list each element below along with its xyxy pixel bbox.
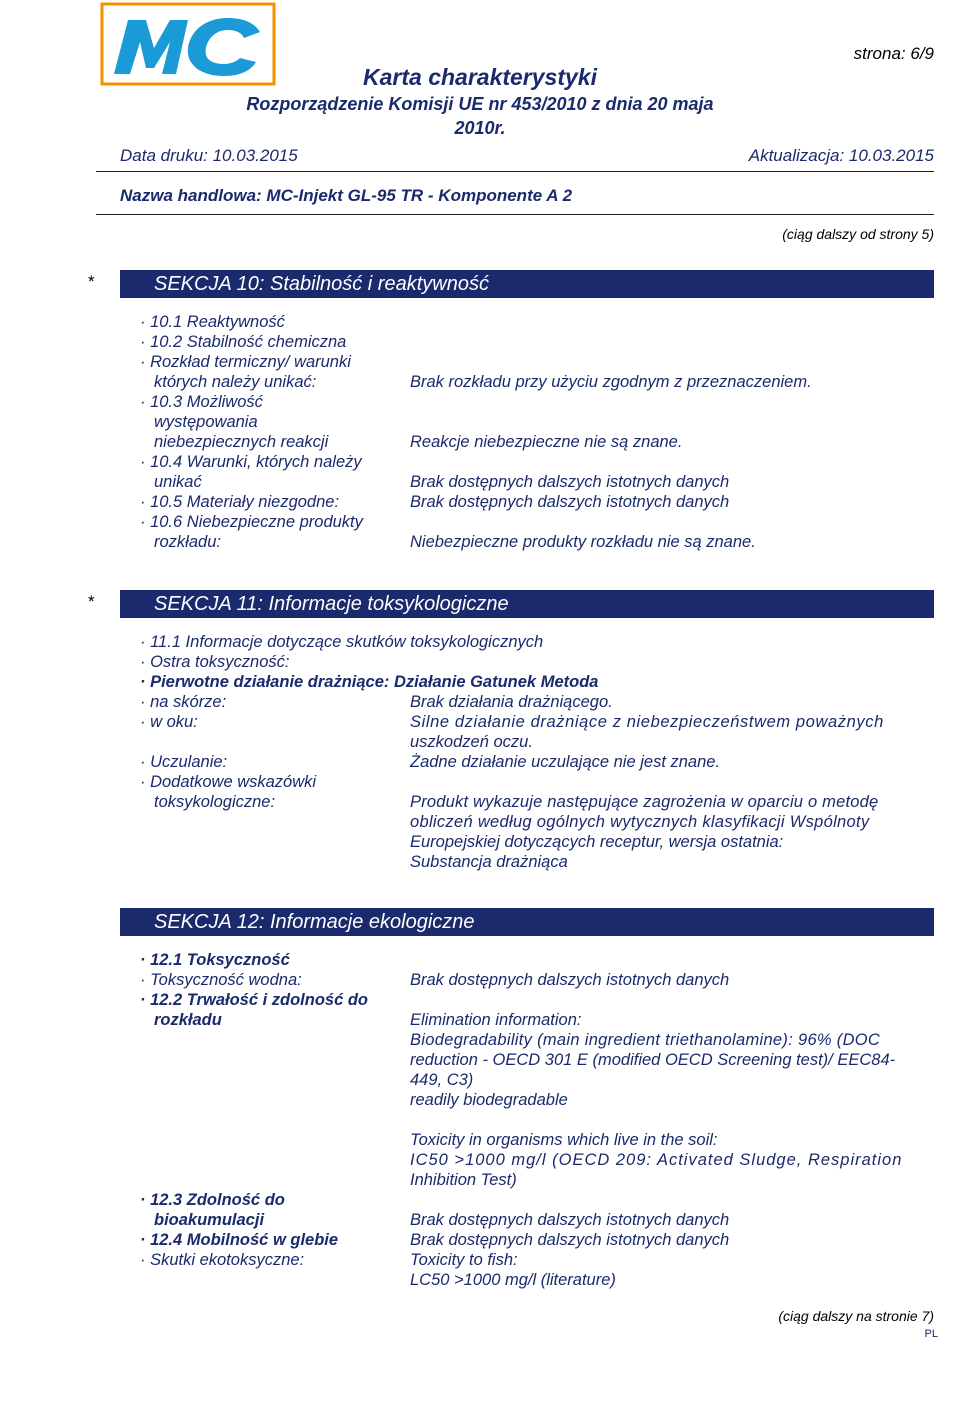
trade-name-divider bbox=[96, 214, 934, 215]
section-11-heading: SEKCJA 11: Informacje toksykologiczne bbox=[120, 590, 934, 618]
update-date: Aktualizacja: 10.03.2015 bbox=[748, 146, 934, 165]
s10-row-decomposition-products: · 10.6 Niebezpieczne produkty bbox=[140, 513, 363, 531]
s11-row-info: · 11.1 Informacje dotyczące skutków toksykologicznych bbox=[140, 633, 544, 651]
s12-row-mobility: · 12.4 Mobilność w glebie Brak dostępnych dalszych istotnych danych bbox=[140, 1231, 730, 1249]
s11-row-acute: · Ostra toksyczność: bbox=[140, 653, 290, 671]
section-10-heading: SEKCJA 10: Stabilność i reaktywność bbox=[120, 270, 934, 298]
s10-row-hazardous-reactions-2: występowania bbox=[154, 413, 258, 431]
s10-row-incompatible: · 10.5 Materiały niezgodne: Brak dostępnych dalszych istotnych danych bbox=[140, 493, 730, 511]
regulation-line-2: 2010r. bbox=[454, 118, 506, 138]
continued-from-note: (ciąg dalszy od strony 5) bbox=[782, 226, 934, 242]
s10-row-hazardous-reactions-3: niebezpiecznych reakcji Reakcje niebezpieczne nie są znane. bbox=[154, 433, 683, 451]
revision-marker: * bbox=[88, 272, 95, 291]
print-date: Data druku: 10.03.2015 bbox=[120, 146, 298, 165]
s10-row-conditions-avoid: · 10.4 Warunki, których należy bbox=[140, 453, 362, 471]
s11-row-sensitization: · Uczulanie: Żadne działanie uczulające nie jest znane. bbox=[140, 753, 721, 771]
continued-to-note: (ciąg dalszy na stronie 7) bbox=[778, 1308, 934, 1324]
section-12-heading: SEKCJA 12: Informacje ekologiczne bbox=[120, 908, 934, 936]
s11-row-primary-irritant: · Pierwotne działanie drażniące: Działanie Gatunek Metoda bbox=[140, 673, 599, 691]
language-code: PL bbox=[924, 1328, 938, 1340]
date-row bbox=[120, 146, 934, 166]
s12-row-persistence-2: rozkładu Elimination information: bbox=[154, 1011, 582, 1029]
s11-row-eye: · w oku: Silne działanie drażniące z niebezpieczeństwem poważnych bbox=[140, 713, 884, 731]
s12-row-ecotoxic: · Skutki ekotoksyczne: Toxicity to fish: bbox=[140, 1251, 518, 1269]
s10-row-conditions-avoid-2: unikać Brak dostępnych dalszych istotnych danych bbox=[154, 473, 730, 491]
s10-row-hazardous-reactions: · 10.3 Możliwość bbox=[140, 393, 263, 411]
s11-row-skin: · na skórze: Brak działania drażniącego. bbox=[140, 693, 613, 711]
s11-row-additional-2: toksykologiczne: Produkt wykazuje następujące zagrożenia w oparciu o metodę bbox=[154, 793, 879, 811]
s12-row-toxicity: · 12.1 Toksyczność bbox=[140, 951, 290, 969]
s10-row-decomposition-products-2: rozkładu: Niebezpieczne produkty rozkładu nie są znane. bbox=[154, 533, 756, 551]
page-number: strona: 6/9 bbox=[853, 44, 934, 63]
s12-row-bioaccumulation: · 12.3 Zdolność do bbox=[140, 1191, 285, 1209]
s10-row-decomposition: · Rozkład termiczny/ warunki bbox=[140, 353, 351, 371]
document-title: Karta charakterystyki bbox=[363, 64, 597, 90]
revision-marker: * bbox=[88, 592, 95, 611]
regulation-line-1: Rozporządzenie Komisji UE nr 453/2010 z dnia 20 maja bbox=[246, 94, 714, 114]
s12-row-persistence: · 12.2 Trwałość i zdolność do bbox=[140, 991, 369, 1009]
trade-name: Nazwa handlowa: MC-Injekt GL-95 TR - Komponente A 2 bbox=[120, 186, 573, 205]
s11-row-additional: · Dodatkowe wskazówki bbox=[140, 773, 317, 791]
s10-row-reactivity: · 10.1 Reaktywność bbox=[140, 313, 285, 331]
regulation-subtitle bbox=[0, 92, 960, 140]
s12-row-aquatic: · Toksyczność wodna: Brak dostępnych dalszych istotnych danych bbox=[140, 971, 730, 989]
s12-row-bioaccumulation-2: bioakumulacji Brak dostępnych dalszych istotnych danych bbox=[154, 1211, 730, 1229]
s10-row-stability: · 10.2 Stabilność chemiczna bbox=[140, 333, 347, 351]
s10-row-decomposition-2: których należy unikać: Brak rozkładu przy użyciu zgodnym z przeznaczeniem. bbox=[154, 373, 812, 391]
header-divider bbox=[96, 171, 934, 172]
